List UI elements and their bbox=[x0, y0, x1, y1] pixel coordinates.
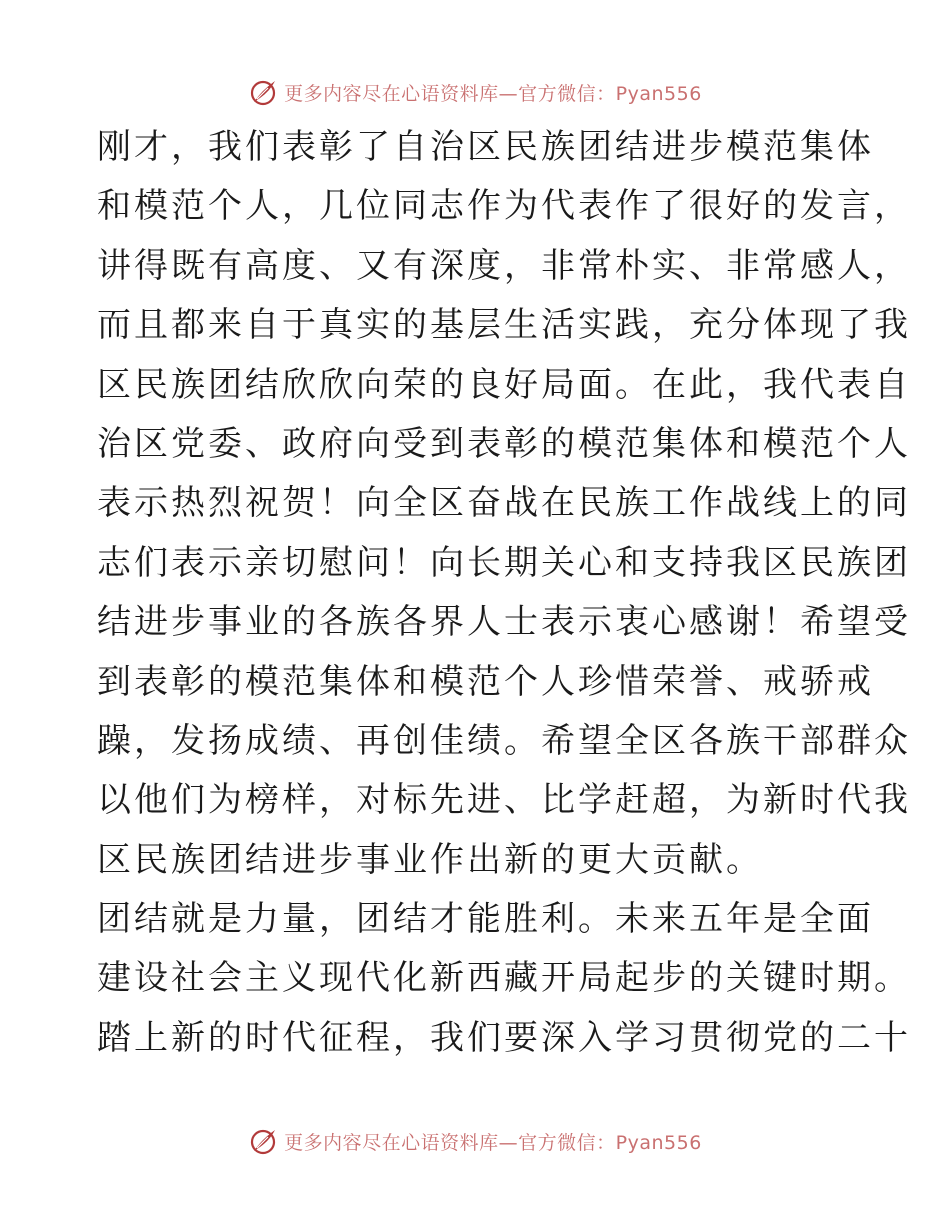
text-line: 讲得既有高度、又有深度，非常朴实、非常感人， bbox=[97, 245, 911, 286]
quill-logo-icon bbox=[248, 76, 280, 108]
text-line: 而且都来自于真实的基层生活实践，充分体现了我 bbox=[97, 305, 911, 346]
text-line: 团结就是力量，团结才能胜利。未来五年是全面 bbox=[97, 899, 874, 939]
watermark-text: 更多内容尽在心语资料库—官方微信：Pyan556 bbox=[284, 1131, 702, 1154]
text-line: 踏上新的时代征程，我们要深入学习贯彻党的二十 bbox=[97, 1017, 911, 1058]
text-line: 治区党委、政府向受到表彰的模范集体和模范个人 bbox=[97, 423, 911, 464]
text-line: 表示热烈祝贺！向全区奋战在民族工作战线上的同 bbox=[97, 483, 911, 524]
watermark-text: 更多内容尽在心语资料库—官方微信：Pyan556 bbox=[284, 82, 702, 105]
text-line: 结进步事业的各族各界人士表示衷心感谢！希望受 bbox=[97, 602, 911, 643]
quill-logo-icon bbox=[248, 1125, 280, 1157]
text-line: 志们表示亲切慰问！向长期关心和支持我区民族团 bbox=[97, 542, 911, 583]
header-watermark bbox=[0, 72, 950, 112]
footer-watermark bbox=[0, 1121, 950, 1161]
text-line: 以他们为榜样，对标先进、比学赶超，为新时代我 bbox=[97, 780, 911, 821]
text-line: 建设社会主义现代化新西藏开局起步的关键时期。 bbox=[97, 958, 911, 999]
text-line: 躁，发扬成绩、再创佳绩。希望全区各族干部群众 bbox=[97, 720, 911, 761]
text-line: 区民族团结进步事业作出新的更大贡献。 bbox=[97, 839, 763, 880]
text-line: 区民族团结欣欣向荣的良好局面。在此，我代表自 bbox=[97, 364, 911, 405]
paragraph-2 bbox=[97, 890, 911, 1068]
text-line: 和模范个人，几位同志作为代表作了很好的发言， bbox=[97, 186, 911, 227]
text-line: 刚才，我们表彰了自治区民族团结进步模范集体 bbox=[97, 127, 874, 167]
text-line: 到表彰的模范集体和模范个人珍惜荣誉、戒骄戒 bbox=[97, 661, 874, 702]
paragraph-1 bbox=[97, 118, 911, 890]
